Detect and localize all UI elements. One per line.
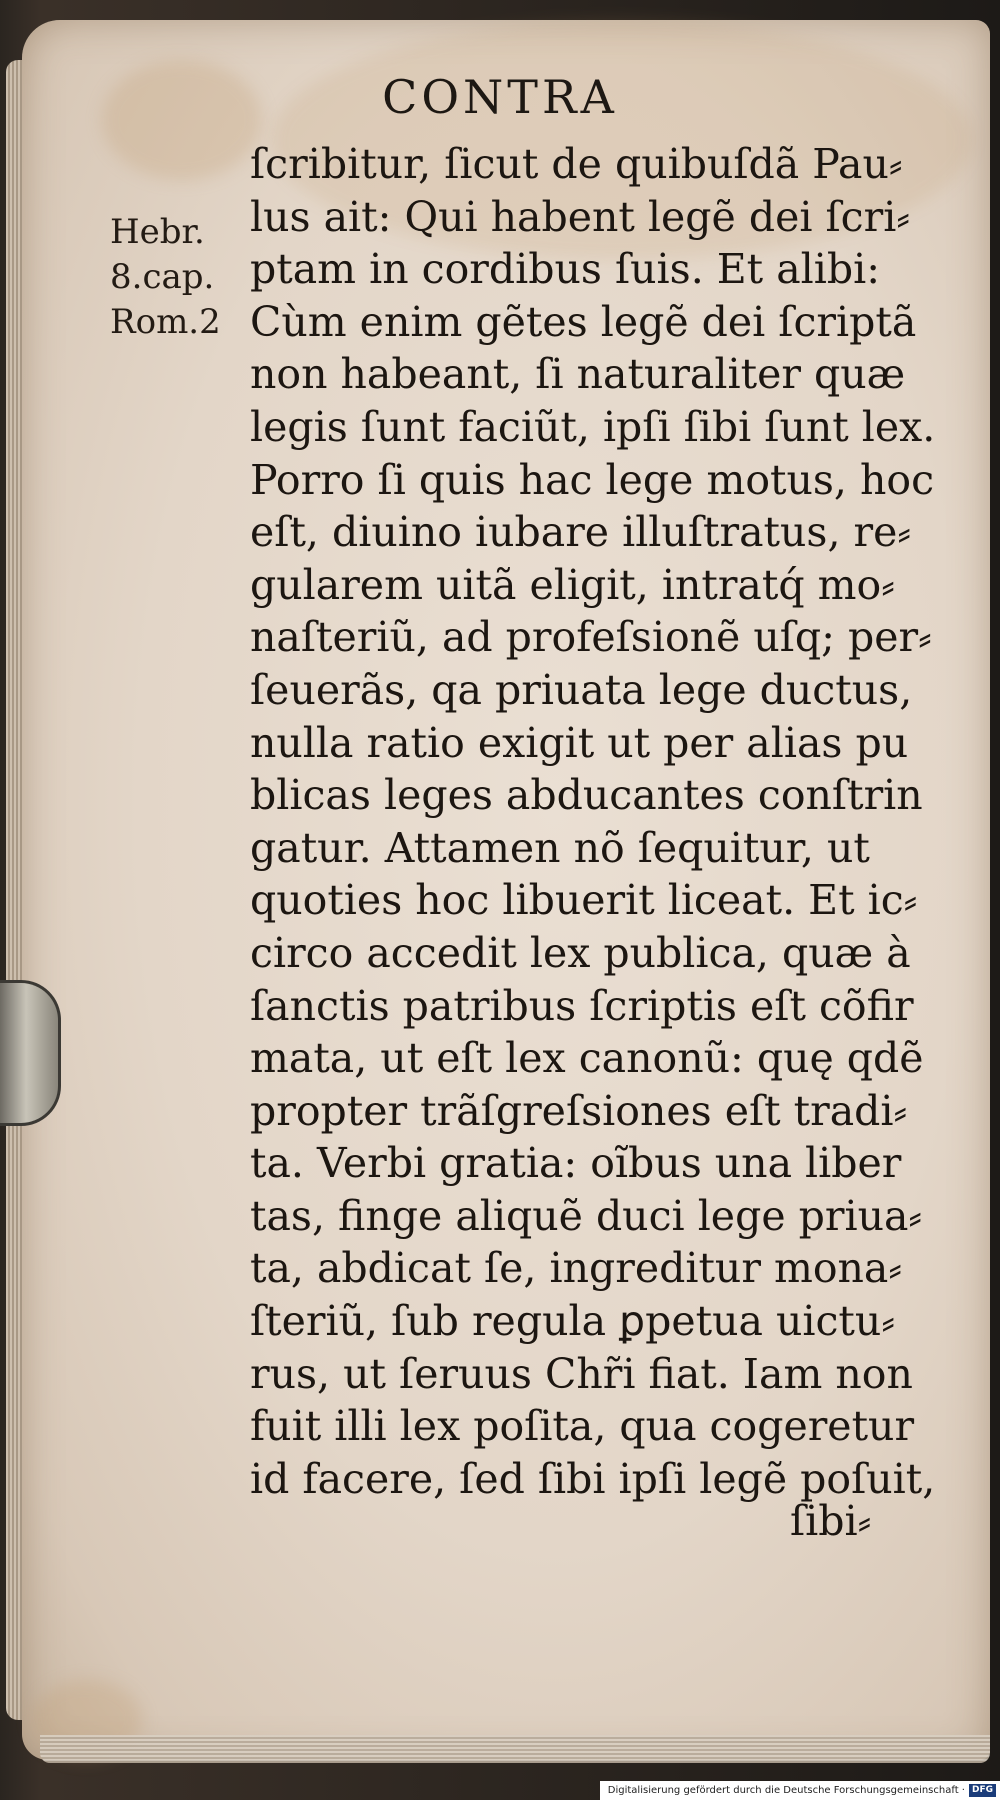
body-text bbox=[250, 138, 936, 1505]
running-header: CONTRA bbox=[382, 70, 618, 124]
text-line: rus, ut ſeruus Chr̃i fiat. Iam non bbox=[250, 1349, 913, 1398]
text-line: Cùm enim gẽtes legẽ dei ſcriptã bbox=[250, 297, 917, 346]
text-line: ſteriũ, ſub regula ꝑpetua uictu⸗ bbox=[250, 1297, 895, 1346]
text-line: mata, ut eſt lex canonũ: quę qdẽ bbox=[250, 1034, 924, 1083]
text-line: gatur. Attamen nõ ſequitur, ut bbox=[250, 823, 870, 872]
text-line: ſeuerãs, qa priuata lege ductus, bbox=[250, 665, 913, 714]
text-line: gularem uitã eligit, intratq́ mo⸗ bbox=[250, 560, 895, 609]
marginal-notes bbox=[110, 210, 221, 345]
text-line: id facere, ſed ſibi ipſi legẽ poſuit, bbox=[250, 1454, 936, 1503]
marginal-note: Hebr. bbox=[110, 212, 205, 252]
text-line: non habeant, ſi naturaliter quæ bbox=[250, 350, 906, 399]
dfg-logo: DFG bbox=[969, 1784, 996, 1797]
text-line: ſcribitur, ſicut de quibuſdã Pau⸗ bbox=[250, 140, 903, 188]
text-line: ta. Verbi gratia: oĩbus una liber bbox=[250, 1139, 902, 1188]
text-line: fuit illi lex poſita, qua cogeretur bbox=[250, 1402, 915, 1451]
page-stack-edge bbox=[40, 1735, 990, 1763]
marginal-note: Rom.2 bbox=[110, 302, 221, 342]
text-line: naſteriũ, ad profeſsionẽ uſq; per⸗ bbox=[250, 613, 932, 662]
text-line: lus ait: Qui habent legẽ dei ſcri⸗ bbox=[250, 192, 910, 241]
text-line: ta, abdicat ſe, ingreditur mona⸗ bbox=[250, 1244, 903, 1293]
text-line: nulla ratio exigit ut per alias pu bbox=[250, 718, 909, 767]
text-line: legis ſunt faciũt, ipſi ſibi ſunt lex. bbox=[250, 402, 936, 451]
text-line: tas, finge aliquẽ duci lege priua⸗ bbox=[250, 1191, 923, 1240]
text-line: circo accedit lex publica, quæ à bbox=[250, 928, 911, 977]
text-line: propter trãſgreſsiones eſt tradi⸗ bbox=[250, 1086, 908, 1135]
book-clasp bbox=[0, 980, 61, 1126]
marginal-note: 8.cap. bbox=[110, 257, 215, 297]
text-line: eſt, diuino iubare illuſtratus, re⸗ bbox=[250, 508, 912, 557]
catchword: ſibi⸗ bbox=[790, 1497, 872, 1545]
text-line: blicas leges abducantes conſtrin bbox=[250, 771, 923, 820]
text-line: ſanctis patribus ſcriptis eſt cõfir bbox=[250, 981, 914, 1030]
text-line: Porro ſi quis hac lege motus, hoc bbox=[250, 455, 935, 504]
credit-text: Digitalisierung gefördert durch die Deutsche Forschungsgemeinschaft · bbox=[607, 1785, 965, 1796]
text-line: ptam in cordibus ſuis. Et alibi: bbox=[250, 245, 881, 294]
text-line: quoties hoc libuerit liceat. Et ic⸗ bbox=[250, 876, 918, 925]
digitization-credit bbox=[600, 1781, 1000, 1800]
